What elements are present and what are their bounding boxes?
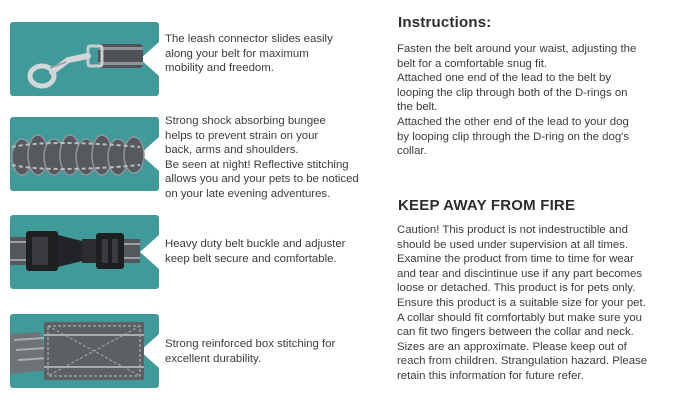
warning-line: should be used under supervision at all times.: [397, 238, 629, 251]
warning-line: Sizes are an approximate. Please keep out of: [397, 340, 627, 353]
feature-line: Strong shock absorbing bungee: [165, 115, 326, 127]
instructions-line: Attached the other end of the lead to your dog: [397, 115, 629, 128]
warning-line: can fit two fingers between the collar and neck.: [397, 326, 634, 339]
feature-text-stitching: [165, 337, 375, 366]
feature-text-connector: [165, 32, 375, 76]
feature-line: on your late evening adventures.: [165, 187, 331, 200]
instructions-line: looping the clip through both of the D-rings on: [397, 86, 628, 99]
feature-image-buckle: [10, 215, 159, 289]
feature-line: The leash connector slides easily: [165, 33, 333, 45]
warning-line: Ensure this product is a suitable size for your pet.: [397, 296, 646, 309]
warning-body: [397, 223, 672, 384]
instructions-title: Instructions:: [398, 14, 492, 31]
feature-line: keep belt secure and comfortable.: [165, 252, 337, 265]
feature-image-bungee: [10, 117, 159, 191]
instructions-line: the belt.: [397, 101, 438, 114]
feature-text-bungee: [165, 114, 375, 202]
feature-line: mobility and freedom.: [165, 62, 274, 75]
warning-line: Caution! This product is not indestructible and: [397, 224, 628, 236]
warning-line: loose or detached. This product is for pets only.: [397, 282, 636, 295]
warning-line: retain this information for future refer.: [397, 369, 584, 382]
snap-hook-icon: [10, 22, 159, 96]
feature-image-snap-hook: [10, 22, 159, 96]
instructions-line: Fasten the belt around your waist, adjusting the: [397, 43, 637, 55]
instructions-line: Attached one end of the lead to the belt by: [397, 72, 612, 85]
feature-line: along your belt for maximum: [165, 47, 309, 60]
feature-line: allows you and your pets to be noticed: [165, 173, 359, 186]
bungee-icon: [10, 117, 159, 191]
feature-line: back, arms and shoulders.: [165, 144, 299, 157]
warning-line: Examine the product from time to time for wear: [397, 253, 634, 266]
warning-title: KEEP AWAY FROM FIRE: [398, 197, 576, 214]
feature-line: excellent durability.: [165, 352, 262, 365]
feature-image-box-stitch: [10, 314, 159, 388]
warning-line: and tear and discintinue use if any part becomes: [397, 267, 643, 280]
box-stitch-icon: [10, 314, 159, 388]
warning-line: A collar should fit comfortably but make sure you: [397, 311, 643, 324]
feature-text-buckle: [165, 237, 375, 266]
instructions-line: belt for a comfortable snug fit.: [397, 57, 548, 70]
warning-line: reach from children. Strangulation hazard. Please: [397, 355, 648, 368]
feature-line: Be seen at night! Reflective stitching: [165, 158, 349, 171]
instructions-line: collar.: [397, 145, 427, 158]
feature-line: Strong reinforced box stitching for: [165, 338, 336, 350]
feature-line: Heavy duty belt buckle and adjuster: [165, 238, 346, 250]
buckle-icon: [10, 215, 159, 289]
instructions-line: by looping clip through the D-ring on the dog's: [397, 130, 630, 143]
instructions-body: [397, 42, 672, 159]
feature-line: helps to prevent strain on your: [165, 129, 319, 142]
